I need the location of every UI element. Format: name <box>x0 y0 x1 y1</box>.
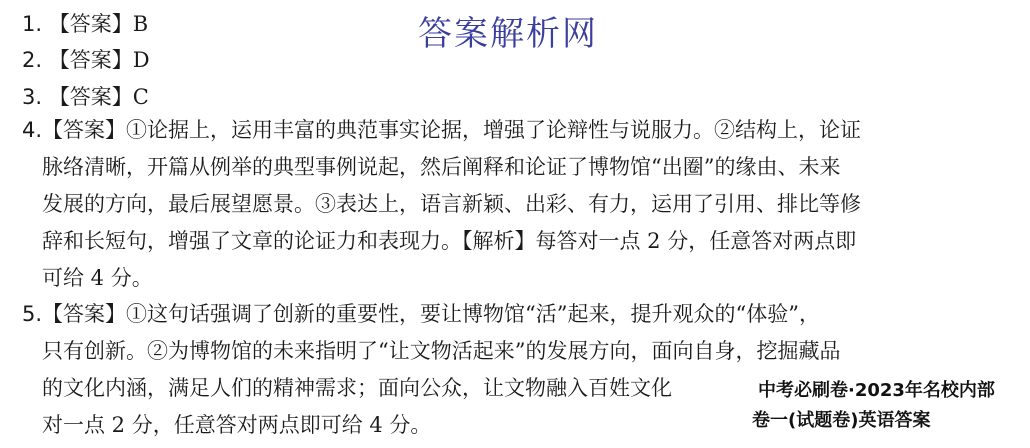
item-line: 的文化内涵，满足人们的精神需求；面向公众，让文物融入百姓文化 <box>42 376 672 400</box>
item-number: 1. <box>22 12 43 36</box>
item-text: 【答案】①论据上，运用丰富的典范事实论据，增强了论辩性与说服力。②结构上，论证 <box>42 118 862 142</box>
item-line: 对一点 2 分，任意答对两点即可给 4 分。 <box>42 413 432 437</box>
item-number: 5. <box>22 302 43 326</box>
item-line: 脉络清晰，开篇从例举的典型事例说起，然后阐释和论证了博物馆“出圈”的缘由、未来 <box>42 155 841 179</box>
item-answer: 【答案】C <box>48 85 149 109</box>
overlay-caption-line-1: 中考必刷卷·2023年名校内部 <box>758 380 995 401</box>
item-line: 只有创新。②为博物馆的未来指明了“让文物活起来”的发展方向，面向自身，挖掘藏品 <box>42 339 841 363</box>
item-answer: 【答案】D <box>48 48 150 72</box>
answer-item-3 <box>22 81 149 111</box>
item-answer: 【答案】B <box>48 12 149 36</box>
item-number: 2. <box>22 48 43 72</box>
answer-item-4 <box>22 112 962 297</box>
item-line <box>22 296 962 333</box>
item-line: 发展的方向，最后展望愿景。③表达上，语言新颖、出彩、有力，运用了引用、排比等修 <box>42 192 861 216</box>
answer-item-1 <box>22 8 148 38</box>
item-text: 【答案】①这句话强调了创新的重要性，要让博物馆“活”起来，提升观众的“体验”， <box>42 302 820 326</box>
item-number: 3. <box>22 85 43 109</box>
answer-item-2 <box>22 44 150 74</box>
watermark-title: 答案解析网 <box>418 14 598 54</box>
item-line <box>22 112 962 149</box>
item-number: 4. <box>22 118 43 142</box>
overlay-caption-line-2: 卷一(试题卷)英语答案 <box>752 410 931 431</box>
item-line: 辞和长短句，增强了文章的论证力和表现力。【解析】每答对一点 2 分，任意答对两点即 <box>42 229 857 253</box>
item-line: 可给 4 分。 <box>42 266 153 290</box>
